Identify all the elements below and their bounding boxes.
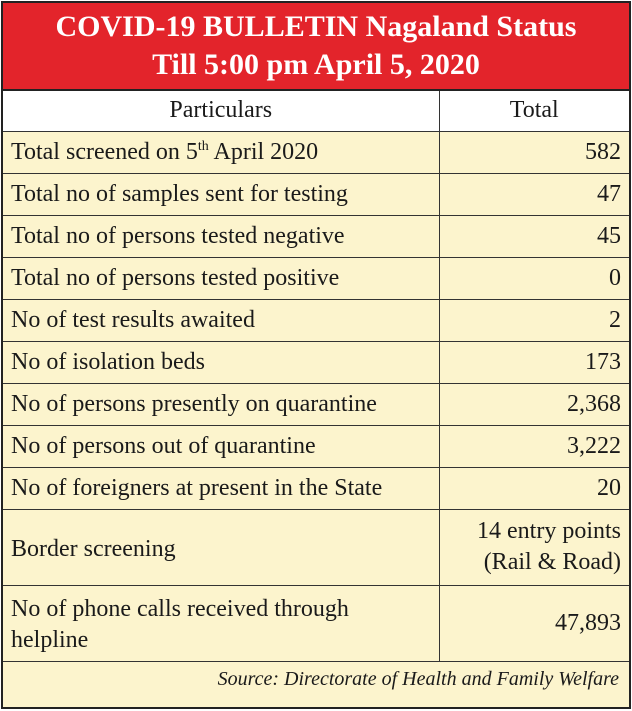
table-row — [3, 425, 629, 467]
row-value: 582 — [439, 131, 629, 173]
table-row — [3, 585, 629, 661]
row-label: Total no of persons tested negative — [3, 215, 439, 257]
row-label-text: Total screened on 5 — [11, 138, 198, 165]
table-row — [3, 509, 629, 585]
row-value-line-2: (Rail & Road) — [483, 549, 621, 575]
title-line-1: COVID-19 BULLETIN Nagaland Status — [55, 10, 577, 43]
status-table — [3, 91, 629, 662]
row-value: 45 — [439, 215, 629, 257]
row-label: No of test results awaited — [3, 299, 439, 341]
table-row — [3, 299, 629, 341]
table-row — [3, 467, 629, 509]
table-row — [3, 173, 629, 215]
table-row — [3, 131, 629, 173]
row-value — [439, 509, 629, 585]
row-label: No of persons presently on quarantine — [3, 383, 439, 425]
table-row — [3, 383, 629, 425]
row-label: Total no of persons tested positive — [3, 257, 439, 299]
column-header-total: Total — [439, 91, 629, 131]
table-row — [3, 341, 629, 383]
table-row — [3, 257, 629, 299]
table-row — [3, 215, 629, 257]
row-label: No of isolation beds — [3, 341, 439, 383]
row-value: 3,222 — [439, 425, 629, 467]
row-value: 173 — [439, 341, 629, 383]
row-value: 2,368 — [439, 383, 629, 425]
source-note: Source: Directorate of Health and Family Welfare — [217, 668, 619, 690]
row-label — [3, 585, 439, 661]
row-label-superscript: th — [197, 138, 209, 154]
row-label-text-suffix: April 2020 — [208, 138, 319, 165]
row-value: 20 — [439, 467, 629, 509]
row-label: No of persons out of quarantine — [3, 425, 439, 467]
bulletin-title — [3, 3, 629, 91]
row-value: 0 — [439, 257, 629, 299]
row-label-line-1: No of phone calls received through — [11, 596, 349, 622]
title-line-2: Till 5:00 pm April 5, 2020 — [152, 48, 480, 81]
row-value-line-1: 14 entry points — [477, 518, 621, 544]
row-value: 47 — [439, 173, 629, 215]
table-header-row — [3, 91, 629, 131]
column-header-particulars: Particulars — [3, 91, 439, 131]
row-label: Total no of samples sent for testing — [3, 173, 439, 215]
row-value: 47,893 — [439, 585, 629, 661]
row-label: Border screening — [3, 509, 439, 585]
row-label: No of foreigners at present in the State — [3, 467, 439, 509]
row-label-line-2: helpline — [11, 627, 89, 653]
row-value: 2 — [439, 299, 629, 341]
row-label — [3, 131, 439, 173]
covid-bulletin — [1, 1, 631, 709]
